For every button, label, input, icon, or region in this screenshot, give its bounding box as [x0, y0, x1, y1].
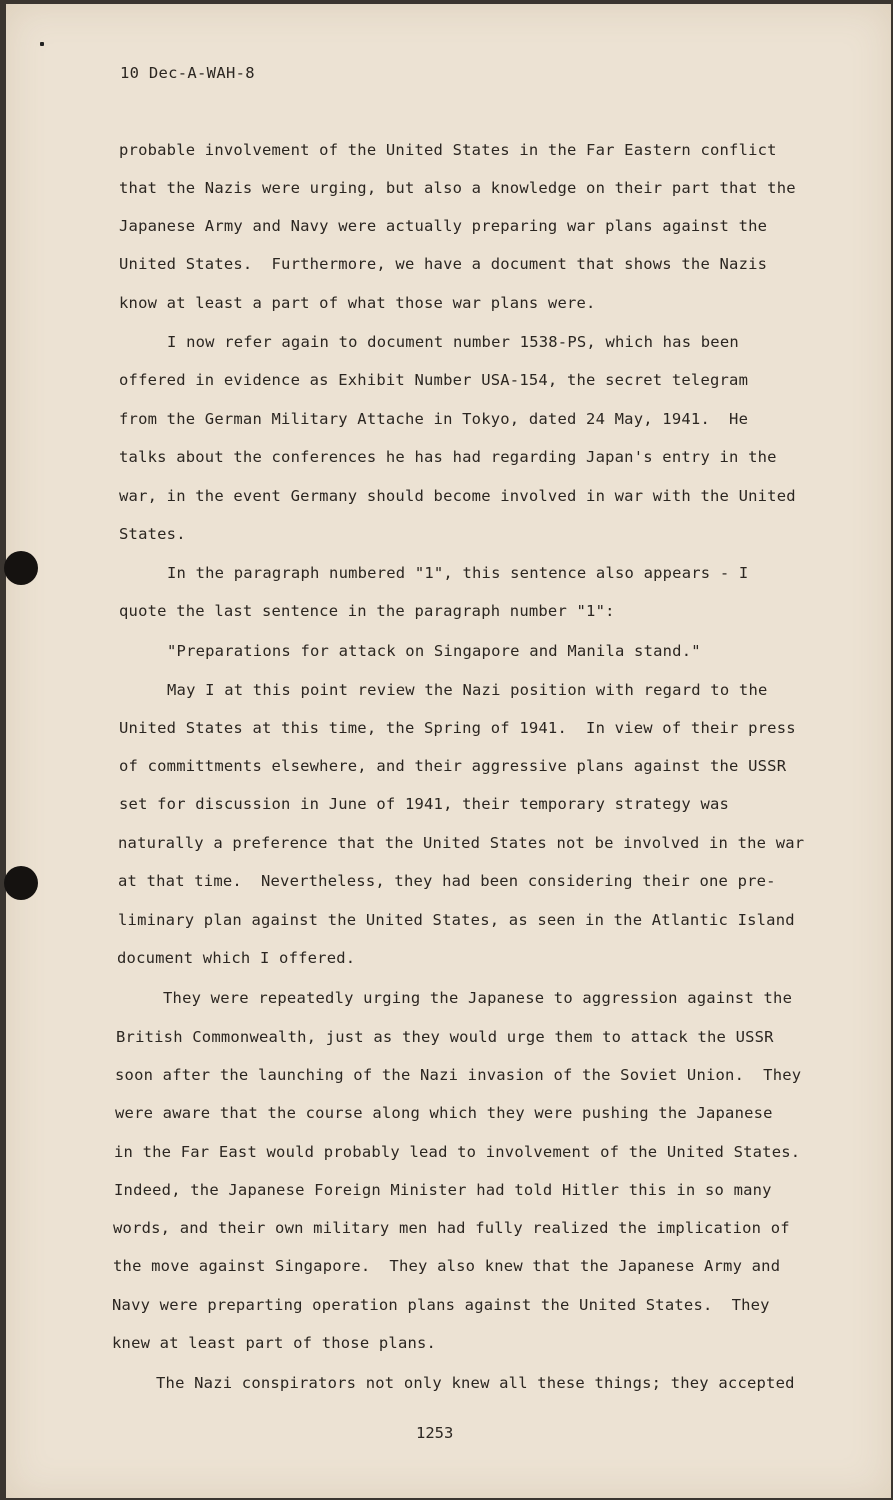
text-line: Navy were preparting operation plans against the United States. They	[112, 1296, 770, 1314]
text-line: document which I offered.	[117, 949, 356, 967]
text-line: words, and their own military men had fully realized the implication of	[113, 1219, 790, 1237]
document-page	[6, 4, 891, 1498]
text-line: the move against Singapore. They also knew that the Japanese Army and	[113, 1257, 781, 1275]
text-line: United States at this time, the Spring of 1941. In view of their press	[119, 719, 796, 737]
page-number: 1253	[416, 1424, 454, 1442]
text-line: that the Nazis were urging, but also a knowledge on their part that the	[119, 179, 796, 197]
text-line: Japanese Army and Navy were actually preparing war plans against the	[119, 217, 768, 235]
text-line: from the German Military Attache in Tokyo, dated 24 May, 1941. He	[119, 410, 749, 428]
text-line: war, in the event Germany should become involved in war with the United	[119, 487, 796, 505]
text-line: British Commonwealth, just as they would urge them to attack the USSR	[116, 1028, 774, 1046]
text-line: talks about the conferences he has had regarding Japan's entry in the	[119, 448, 777, 466]
quote-line: "Preparations for attack on Singapore and Manila stand."	[167, 642, 701, 660]
text-line: offered in evidence as Exhibit Number USA-154, the secret telegram	[119, 371, 749, 389]
text-line: probable involvement of the United States in the Far Eastern conflict	[119, 141, 777, 159]
punch-hole-lower	[4, 866, 38, 900]
punch-hole-upper	[4, 551, 38, 585]
text-line: I now refer again to document number 1538-PS, which has been	[167, 333, 739, 351]
text-line: The Nazi conspirators not only knew all these things; they accepted	[156, 1374, 795, 1392]
text-line: of committments elsewhere, and their aggressive plans against the USSR	[119, 757, 787, 775]
text-line: were aware that the course along which they were pushing the Japanese	[115, 1104, 773, 1122]
text-line: May I at this point review the Nazi position with regard to the	[167, 681, 768, 699]
text-line: In the paragraph numbered "1", this sentence also appears - I	[167, 564, 749, 582]
document-header: 10 Dec-A-WAH-8	[120, 64, 255, 82]
text-line: at that time. Nevertheless, they had been considering their one pre-	[118, 872, 776, 890]
text-line: knew at least part of those plans.	[112, 1334, 437, 1352]
margin-mark	[40, 42, 44, 46]
text-line: naturally a preference that the United States not be involved in the war	[118, 834, 805, 852]
text-line: quote the last sentence in the paragraph number "1":	[119, 602, 615, 620]
text-line: States.	[119, 525, 186, 543]
text-line: soon after the launching of the Nazi invasion of the Soviet Union. They	[115, 1066, 802, 1084]
text-line: know at least a part of what those war plans were.	[119, 294, 596, 312]
text-line: liminary plan against the United States, as seen in the Atlantic Island	[118, 911, 795, 929]
text-line: They were repeatedly urging the Japanese to aggression against the	[163, 989, 793, 1007]
text-line: set for discussion in June of 1941, their temporary strategy was	[119, 795, 730, 813]
text-line: Indeed, the Japanese Foreign Minister had told Hitler this in so many	[114, 1181, 772, 1199]
text-line: United States. Furthermore, we have a document that shows the Nazis	[119, 255, 768, 273]
text-line: in the Far East would probably lead to involvement of the United States.	[114, 1143, 801, 1161]
